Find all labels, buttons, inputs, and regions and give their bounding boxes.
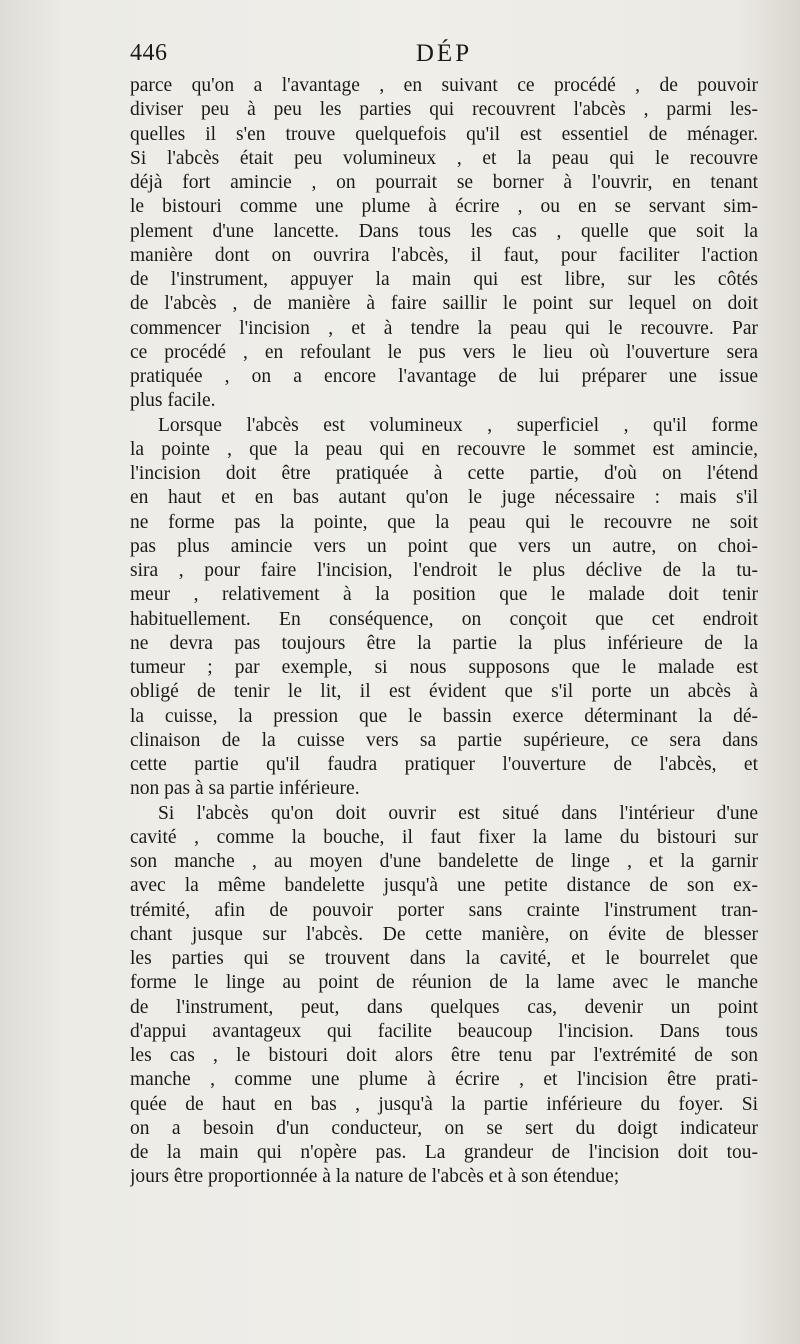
text-line: cette partie qu'il faudra pratiquer l'ouverture de l'abcès, et bbox=[130, 754, 758, 775]
text-line: de l'instrument, peut, dans quelques cas, devenir un point bbox=[130, 996, 758, 1018]
text-line: pas plus amincie vers un point que vers un autre, on choi- bbox=[130, 535, 758, 557]
text-line: pratiquée , on a encore l'avantage de lui préparer une issue bbox=[130, 366, 758, 387]
running-head: DÉP bbox=[415, 40, 473, 67]
text-line: les cas , le bistouri doit alors être tenu par l'extrémité de son bbox=[130, 1045, 758, 1066]
text-line: en haut et en bas autant qu'on le juge nécessaire : mais s'il bbox=[130, 487, 758, 509]
text-line: forme le linge au point de réunion de la lame avec le manche bbox=[130, 972, 758, 994]
text-line: Lorsque l'abcès est volumineux , superficiel , qu'il forme bbox=[158, 414, 758, 436]
text-line: ne forme pas la pointe, que la peau qui le recouvre ne soit bbox=[130, 511, 758, 533]
text-line: trémité, afin de pouvoir porter sans crainte l'instrument tran- bbox=[130, 899, 758, 921]
text-line: plement d'une lancette. Dans tous les cas , quelle que soit la bbox=[130, 220, 758, 242]
text-line: manière dont on ouvrira l'abcès, il faut, pour faciliter l'action bbox=[130, 244, 758, 266]
text-line: avec la même bandelette jusqu'à une petite distance de son ex- bbox=[130, 875, 758, 897]
text-line: Si l'abcès qu'on doit ouvrir est situé dans l'intérieur d'une bbox=[158, 802, 758, 824]
text-line: déjà fort amincie , on pourrait se borner à l'ouvrir, en tenant bbox=[130, 172, 758, 193]
text-line: plus facile. bbox=[130, 390, 216, 412]
text-line: la pointe , que la peau qui en recouvre le sommet est amincie, bbox=[130, 438, 758, 460]
text-line: non pas à sa partie inférieure. bbox=[130, 778, 360, 800]
text-line: de la main qui n'opère pas. La grandeur de l'incision doit tou- bbox=[130, 1142, 758, 1163]
text-line: on a besoin d'un conducteur, on se sert du doigt indicateur bbox=[130, 1117, 758, 1139]
text-line: ce procédé , en refoulant le pus vers le lieu où l'ouverture sera bbox=[130, 341, 758, 363]
text-line: commencer l'incision , et à tendre la peau qui le recouvre. Par bbox=[130, 317, 758, 339]
text-line: chant jusque sur l'abcès. De cette manière, on évite de blesser bbox=[130, 923, 758, 945]
text-line: de l'abcès , de manière à faire saillir le point sur lequel on doit bbox=[130, 293, 758, 315]
text-line: l'incision doit être pratiquée à cette partie, d'où on l'étend bbox=[130, 463, 758, 484]
text-line: les parties qui se trouvent dans la cavité, et le bourrelet que bbox=[130, 948, 758, 969]
text-line: cavité , comme la bouche, il faut fixer la lame du bistouri sur bbox=[130, 826, 758, 848]
text-line: le bistouri comme une plume à écrire , ou en se servant sim- bbox=[130, 196, 758, 218]
text-line: Si l'abcès était peu volumineux , et la peau qui le recouvre bbox=[130, 147, 758, 169]
text-line: tumeur ; par exemple, si nous supposons que le malade est bbox=[130, 657, 758, 678]
text-line: quelles il s'en trouve quelquefois qu'il est essentiel de ménager. bbox=[130, 123, 758, 145]
text-line: ne devra pas toujours être la partie la plus inférieure de la bbox=[130, 632, 758, 654]
text-line: la cuisse, la pression que le bassin exerce déterminant la dé- bbox=[130, 705, 758, 727]
text-line: manche , comme une plume à écrire , et l'incision être prati- bbox=[130, 1069, 758, 1091]
text-line: d'appui avantageux qui facilite beaucoup l'incision. Dans tous bbox=[130, 1020, 758, 1042]
text-line: clinaison de la cuisse vers sa partie supérieure, ce sera dans bbox=[130, 729, 758, 751]
text-line: meur , relativement à la position que le malade doit tenir bbox=[130, 584, 758, 606]
text-line: parce qu'on a l'avantage , en suivant ce procédé , de pouvoir bbox=[130, 75, 758, 96]
text-line: diviser peu à peu les parties qui recouvrent l'abcès , parmi les- bbox=[130, 99, 758, 121]
text-line: jours être proportionnée à la nature de l'abcès et à son étendue; bbox=[130, 1166, 620, 1188]
text-line: de l'instrument, appuyer la main qui est libre, sur les côtés bbox=[130, 269, 758, 290]
text-line: obligé de tenir le lit, il est évident que s'il porte un abcès à bbox=[130, 681, 758, 703]
text-line: habituellement. En conséquence, on conçoit que cet endroit bbox=[130, 608, 758, 630]
page-number: 446 bbox=[130, 40, 168, 66]
body-text bbox=[130, 74, 758, 1190]
text-line: son manche , au moyen d'une bandelette de linge , et la garnir bbox=[130, 851, 758, 872]
page-header bbox=[130, 40, 758, 74]
text-line: sira , pour faire l'incision, l'endroit le plus déclive de la tu- bbox=[130, 560, 758, 581]
text-line: quée de haut en bas , jusqu'à la partie inférieure du foyer. Si bbox=[130, 1093, 758, 1115]
